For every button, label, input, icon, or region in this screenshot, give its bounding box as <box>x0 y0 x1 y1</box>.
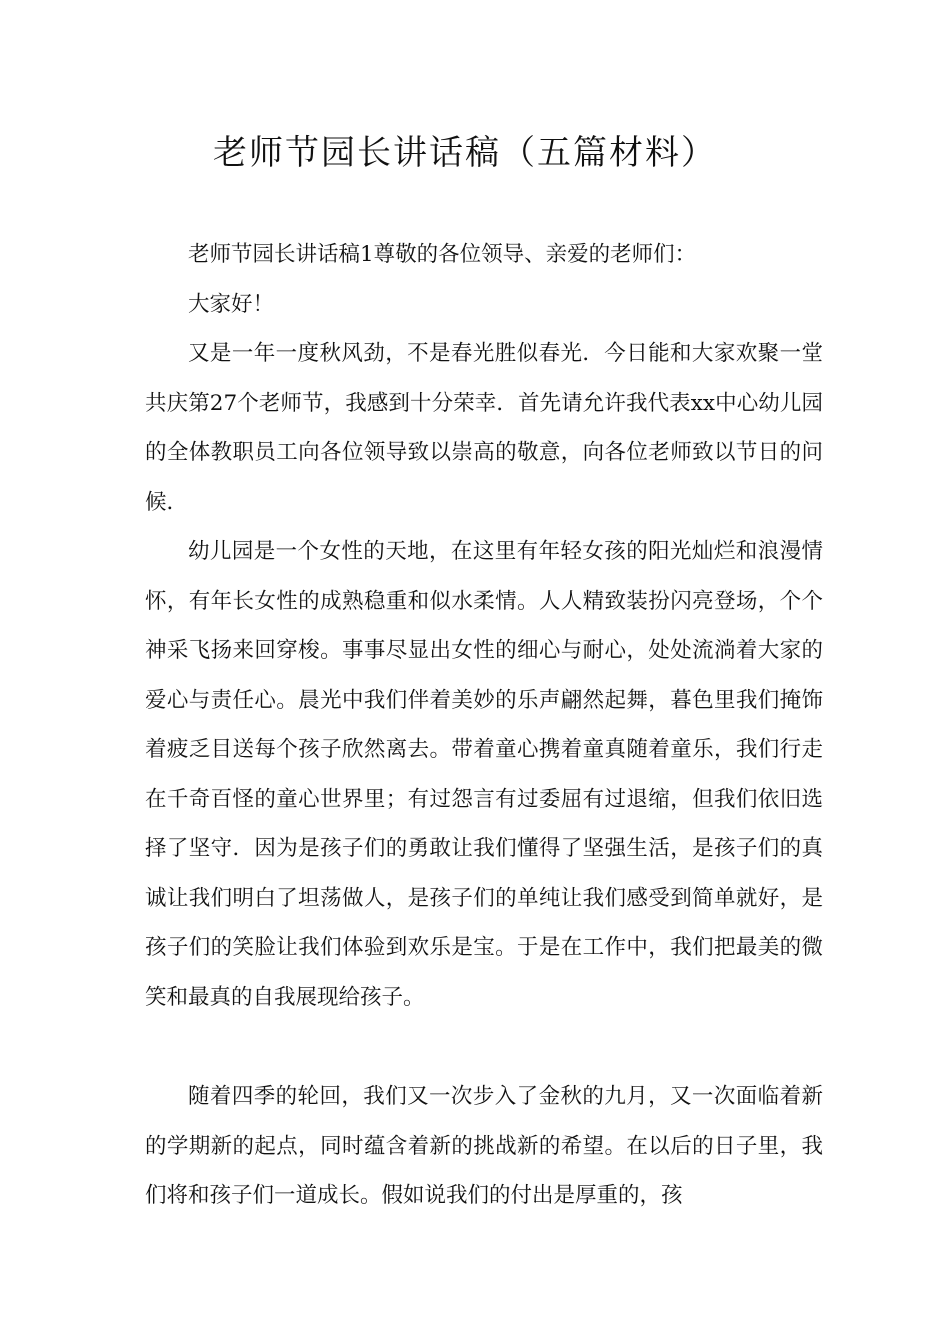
paragraph-salutation: 老师节园长讲话稿1尊敬的各位领导、亲爱的老师们： <box>188 242 697 267</box>
document-body <box>145 230 823 1221</box>
paragraph-new-semester: 随着四季的轮回，我们又一次步入了金秋的九月，又一次面临着新的学期新的起点，同时蕴含着新的挑战新的希望。在以后的日子里，我们将和孩子们一道成长。假如说我们的付出是厚重的，孩 <box>145 1084 823 1208</box>
paragraph-kindergarten: 幼儿园是一个女性的天地，在这里有年轻女孩的阳光灿烂和浪漫情怀，有年长女性的成熟稳重和似水柔情。人人精致装扮闪亮登场，个个神采飞扬来回穿梭。事事尽显出女性的细心与耐心，处处流淌着大家的爱心与责任心。晨光中我们伴着美妙的乐声翩然起舞，暮色里我们掩饰着疲乏目送每个孩子欣然离去。带着童心携着童真随着童乐，我们行走在千奇百怪的童心世界里；有过怨言有过委屈有过退缩，但我们依旧选择了坚守．因为是孩子们的勇敢让我们懂得了坚强生活，是孩子们的真诚让我们明白了坦荡做人，是孩子们的单纯让我们感受到简单就好，是孩子们的笑脸让我们体验到欢乐是宝。于是在工作中，我们把最美的微笑和最真的自我展现给孩子。 <box>145 539 823 1010</box>
document-title: 老师节园长讲话稿（五篇材料） <box>213 133 717 173</box>
paragraph-opening: 又是一年一度秋风劲，不是春光胜似春光．今日能和大家欢聚一堂共庆第27个老师节，我感到十分荣幸．首先请允许我代表xx中心幼儿园的全体教职员工向各位领导致以崇高的敬意，向各位老师致以节日的问候． <box>145 341 823 515</box>
paragraph-greeting: 大家好！ <box>188 291 275 317</box>
